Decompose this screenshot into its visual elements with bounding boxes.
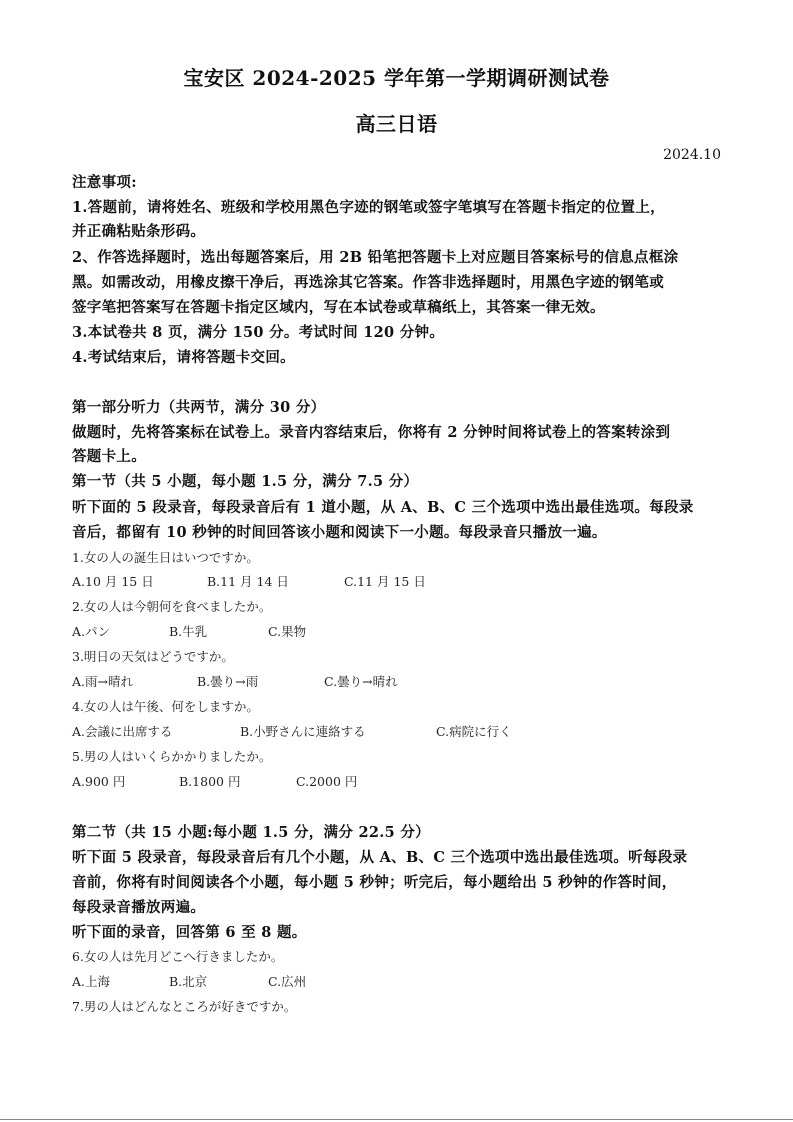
section2-instruction-line: 听下面 5 段录音，每段录音后有几个小题，从 A、B、C 三个选项中选出最佳选项。听每段录: [72, 849, 688, 866]
exam-subject: 高三日语: [355, 112, 438, 136]
notice-line: 黑。如需改动，用橡皮擦干净后，再选涂其它答案。作答非选择题时，用黑色字迹的钢笔或: [72, 274, 664, 291]
notice-line: 1.答题前，请将姓名、班级和学校用黑色字迹的钢笔或签字笔填写在答题卡指定的位置上，: [72, 199, 665, 216]
part1-heading: 第一部分听力（共两节，满分 30 分）: [72, 399, 326, 416]
option-c: C.果物: [268, 624, 307, 639]
exam-date: 2024.10: [663, 147, 721, 163]
option-b: B.1800 円: [179, 774, 241, 789]
option-a: A.雨→晴れ: [72, 674, 133, 689]
part1-intro-line: 答题卡上。: [72, 448, 146, 465]
option-c: C.11 月 15 日: [344, 574, 426, 589]
option-b: B.小野さんに連絡する: [240, 724, 366, 739]
notice-heading: 注意事项:: [72, 174, 137, 191]
option-a: A.900 円: [72, 774, 126, 789]
option-a: A.会議に出席する: [72, 724, 173, 739]
option-b: B.11 月 14 日: [207, 574, 289, 589]
question-text: 6.女の人は先月どこへ行きましたか。: [72, 949, 284, 964]
question-text: 7.男の人はどんなところが好きですか。: [72, 999, 297, 1014]
question-text: 5.男の人はいくらかかりましたか。: [72, 749, 272, 764]
option-a: A.10 月 15 日: [72, 574, 154, 589]
section1-instruction-line: 音后，都留有 10 秒钟的时间回答该小题和阅读下一小题。每段录音只播放一遍。: [72, 524, 607, 541]
option-b: B.牛乳: [169, 624, 208, 639]
section2-group-intro: 听下面的录音，回答第 6 至 8 题。: [72, 924, 307, 941]
option-c: C.病院に行く: [436, 724, 512, 739]
exam-title: 宝安区 2024-2025 学年第一学期调研测试卷: [183, 66, 610, 90]
notice-line: 签字笔把答案写在答题卡指定区域内，写在本试卷或草稿纸上，其答案一律无效。: [72, 299, 605, 316]
question-text: 4.女の人は午後、何をしますか。: [72, 699, 259, 714]
option-c: C.2000 円: [296, 774, 358, 789]
notice-line: 4.考试结束后，请将答题卡交回。: [72, 349, 295, 366]
option-c: C.曇り→晴れ: [324, 674, 398, 689]
part1-intro-line: 做题时，先将答案标在试卷上。录音内容结束后，你将有 2 分钟时间将试卷上的答案转涂到: [72, 424, 671, 441]
notice-line: 3.本试卷共 8 页，满分 150 分。考试时间 120 分钟。: [72, 324, 445, 341]
section1-heading: 第一节（共 5 小题，每小题 1.5 分，满分 7.5 分）: [72, 473, 419, 490]
option-b: B.曇り→雨: [197, 674, 259, 689]
section2-instruction-line: 音前，你将有时间阅读各个小题，每小题 5 秒钟；听完后，每小题给出 5 秒钟的作答时间，: [72, 874, 677, 891]
question-text: 3.明日の天気はどうですか。: [72, 649, 234, 664]
option-b: B.北京: [169, 974, 208, 989]
section2-heading: 第二节（共 15 小题:每小题 1.5 分，满分 22.5 分）: [72, 824, 430, 841]
notice-line: 2、作答选择题时，选出每题答案后，用 2B 铅笔把答题卡上对应题目答案标号的信息点框涂: [72, 249, 679, 266]
option-a: A.上海: [72, 974, 111, 989]
section2-instruction-line: 每段录音播放两遍。: [72, 899, 206, 916]
page-bottom-rule: [0, 1119, 793, 1120]
notice-line: 并正确粘贴条形码。: [72, 223, 206, 240]
section1-instruction-line: 听下面的 5 段录音，每段录音后有 1 道小题，从 A、B、C 三个选项中选出最佳选项。每段录: [72, 499, 694, 516]
question-text: 2.女の人は今朝何を食べましたか。: [72, 599, 272, 614]
option-c: C.広州: [268, 974, 307, 989]
option-a: A.パン: [72, 624, 111, 639]
question-text: 1.女の人の誕生日はいつですか。: [72, 550, 259, 565]
